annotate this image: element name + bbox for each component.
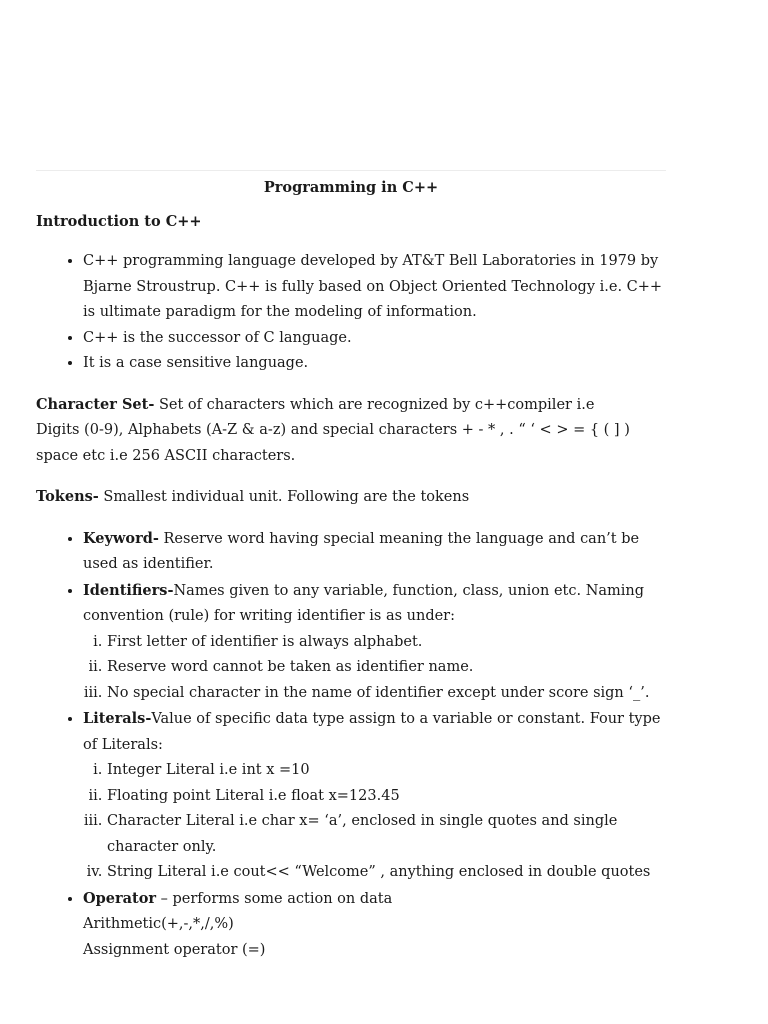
charset-text: Set of characters which are recognized by c++compiler i.e — [154, 396, 595, 413]
charset-detail: Digits (0-9), Alphabets (A-Z & a-z) and special characters + - * , . “ ‘ < > = { ( ] ) space etc i.e 256 ASCII characters. — [36, 422, 630, 464]
literals-label: Literals- — [83, 710, 152, 727]
charset-label: Character Set- — [36, 395, 155, 413]
list-item: ii. Reserve word cannot be taken as identifier name. — [107, 655, 666, 681]
intro-heading: Introduction to C++ — [36, 212, 202, 230]
token-operator — [83, 886, 666, 964]
token-keyword — [83, 526, 666, 578]
operator-assignment: Assignment operator (=) — [83, 941, 266, 958]
operator-text: – performs some action on data — [156, 890, 393, 907]
list-item: • It is a case sensitive language. — [83, 351, 666, 377]
list-item: iii. Character Literal i.e char x= ‘a’, enclosed in single quotes and single character only. — [107, 809, 666, 860]
keyword-text: Reserve word having special meaning the language and can’t be used as identifier. — [83, 530, 640, 572]
token-literals — [83, 706, 666, 886]
identifiers-text: Names given to any variable, function, class, union etc. Naming convention (rule) for writing identifier is as under: — [83, 582, 645, 624]
list-item: i. First letter of identifier is always alphabet. — [107, 630, 666, 656]
list-item: iv. String Literal i.e cout<< “Welcome” , anything enclosed in double quotes — [107, 860, 666, 886]
tokens-list — [36, 526, 666, 964]
operator-arithmetic: Arithmetic(+,-,*,/,%) — [83, 916, 234, 932]
tokens-paragraph — [36, 484, 666, 511]
literals-text: Value of specific data type assign to a variable or constant. Four type of Literals: — [83, 711, 661, 753]
list-item: ii. Floating point Literal i.e float x=123.45 — [107, 784, 666, 810]
intro-list — [36, 249, 666, 377]
token-identifiers — [83, 578, 666, 707]
top-divider — [36, 170, 666, 171]
identifier-rules-list — [83, 630, 666, 707]
list-item: iii. No special character in the name of identifier except under score sign ‘_’. — [107, 681, 666, 707]
list-item: i. Integer Literal i.e int x =10 — [107, 758, 666, 784]
document-page — [36, 170, 666, 978]
charset-paragraph — [36, 392, 666, 470]
literal-types-list — [83, 758, 666, 886]
list-item: • C++ programming language developed by AT&T Bell Laboratories in 1979 by Bjarne Stroustrup. C++ is fully based on Object Oriented Technology i.e. C++ is ultimate paradigm for the modeling of information. — [83, 249, 666, 326]
keyword-label: Keyword- — [83, 529, 159, 547]
page-title: Programming in C++ — [263, 179, 439, 196]
identifiers-label: Identifiers- — [83, 581, 174, 599]
list-item: • C++ is the successor of C language. — [83, 326, 666, 352]
charset-line — [36, 392, 666, 419]
tokens-label: Tokens- — [36, 488, 99, 505]
tokens-text: Smallest individual unit. Following are the tokens — [98, 489, 470, 505]
operator-label: Operator — [83, 889, 157, 907]
